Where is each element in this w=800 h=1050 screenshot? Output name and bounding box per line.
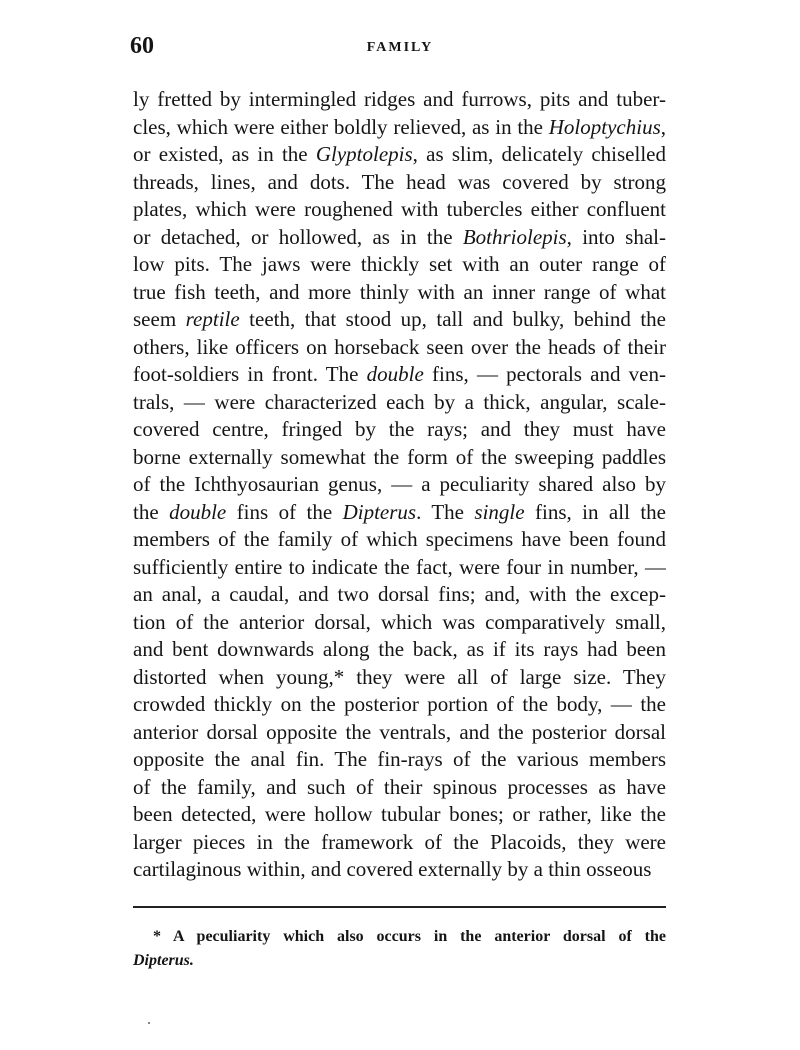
text-line: of the family, and such of their spinous processes as have bbox=[133, 774, 666, 799]
text-line: been detected, were hollow tubular bones; or rather, like the bbox=[133, 802, 666, 826]
text-line: distorted when young,* they were all of large size. They bbox=[133, 664, 666, 689]
text-line: threads, lines, and dots. The head was covered by strong bbox=[133, 169, 666, 194]
text-line: members of the family of which specimens have been found bbox=[133, 527, 666, 551]
text-line: true fish teeth, and more thinly with an inner range of what bbox=[133, 279, 666, 304]
page-number: 60 bbox=[130, 33, 154, 59]
paper-speck bbox=[148, 1022, 150, 1024]
text-line: of the Ichthyosaurian genus, — a peculiarity shared also by bbox=[133, 472, 666, 496]
text-line: low pits. The jaws were thickly set with an outer range of bbox=[133, 252, 666, 276]
body-text bbox=[133, 86, 666, 884]
text-line: tion of the anterior dorsal, which was comparatively small, bbox=[133, 609, 666, 634]
running-head: FAMILY bbox=[366, 40, 434, 55]
text-line: sufficiently entire to indicate the fact, were four in number, — bbox=[133, 554, 666, 579]
text-line: larger pieces in the framework of the Placoids, they were bbox=[133, 829, 666, 854]
text-line: anterior dorsal opposite the ventrals, and the posterior dorsal bbox=[133, 719, 666, 744]
text-line: the double fins of the Dipterus. The single fins, in all the bbox=[133, 499, 666, 524]
footnote-line: * A peculiarity which also occurs in the anterior dorsal of the bbox=[153, 928, 666, 945]
italic-term: Bothriolepis bbox=[462, 224, 567, 249]
text-line: and bent downwards along the back, as if its rays had been bbox=[133, 637, 666, 661]
text-line: or existed, as in the Glyptolepis, as slim, delicately chiselled bbox=[133, 142, 666, 166]
text-line: others, like officers on horseback seen over the heads of their bbox=[133, 334, 666, 359]
text-line: borne externally somewhat the form of the sweeping paddles bbox=[133, 444, 666, 469]
text-line: opposite the anal fin. The fin-rays of the various members bbox=[133, 747, 666, 771]
footnote bbox=[133, 925, 666, 973]
footnote-divider bbox=[133, 906, 666, 908]
italic-term: Glyptolepis bbox=[315, 142, 413, 166]
text-line: cles, which were either boldly relieved, as in the Holoptychius, bbox=[133, 114, 666, 139]
text-line: ly fretted by intermingled ridges and furrows, pits and tuber- bbox=[133, 87, 666, 111]
italic-term: double bbox=[366, 362, 424, 386]
text-line: an anal, a caudal, and two dorsal fins; and, with the excep- bbox=[133, 582, 666, 606]
text-line: crowded thickly on the posterior portion of the body, — the bbox=[133, 692, 666, 716]
text-line: cartilaginous within, and covered externally by a thin osseous bbox=[133, 857, 652, 881]
text-line: seem reptile teeth, that stood up, tall and bulky, behind the bbox=[133, 307, 666, 331]
italic-term: Dipterus bbox=[342, 499, 417, 524]
text-line: foot-soldiers in front. The double fins, — pectorals and ven- bbox=[133, 362, 666, 386]
italic-term: double bbox=[169, 499, 227, 524]
text-line: trals, — were characterized each by a thick, angular, scale- bbox=[133, 389, 666, 414]
italic-term: reptile bbox=[185, 307, 240, 331]
text-line: or detached, or hollowed, as in the Bothriolepis, into shal- bbox=[133, 224, 666, 249]
italic-term: Holoptychius bbox=[548, 114, 661, 139]
text-line: plates, which were roughened with tubercles either confluent bbox=[133, 197, 666, 221]
footnote-line: Dipterus. bbox=[133, 952, 194, 969]
text-line: covered centre, fringed by the rays; and they must have bbox=[133, 417, 666, 441]
italic-term: single bbox=[474, 499, 525, 524]
